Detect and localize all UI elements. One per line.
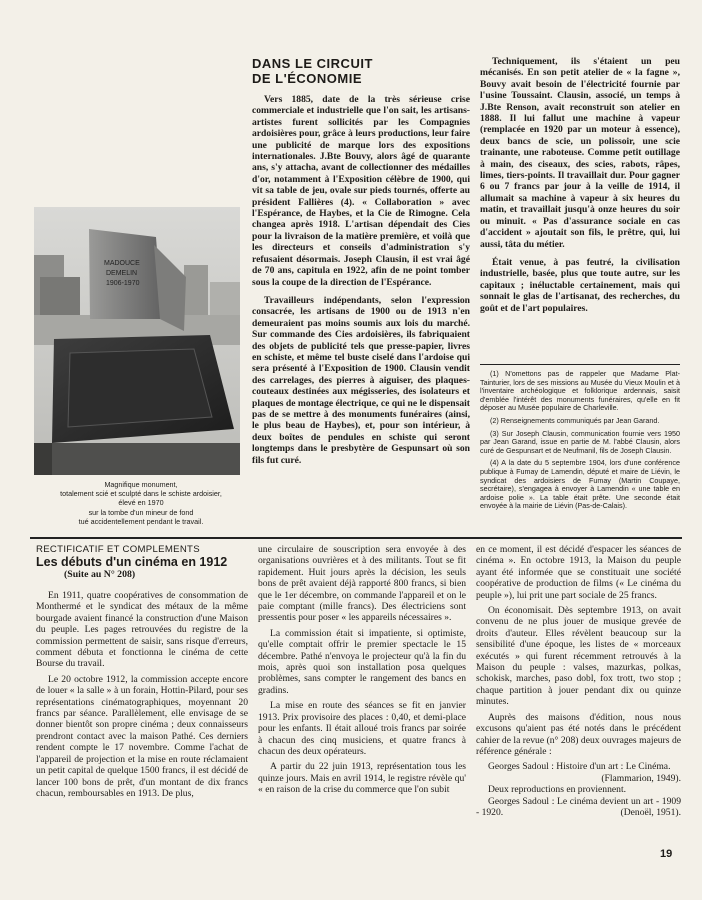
paragraph: Techniquement, ils s'étaient un peu mécanisés. En son petit atelier de « la fagne », Bouvy avait besoin de l'électricité fournie par l'usine Toussaint. Clausin, associé, un temps à J.Bte Renson, avait reconstruit son atelier en 1888. Il lui fallut une machine à vapeur (remplacée en 1920 par un moteur à essence), deux bancs de scie, un polissoir, une scie trainante, une raboteuse. Comme petit outillage à main, des ciseaux, des scies, rabots, râpes, limes, tiers-points. Il travaillait dur. Pour gagner 6 ou 7 francs par jour à la veille de 1914, il allumait sa machine à vapeur à six heures du matin, et travaillait jusqu'à onze heures du soir ou minuit. « Pas d'assurance sociale en cas d'accident » ajoutait son fils, le prêtre, qui, lui aussi, tâta du métier.: [480, 56, 680, 250]
reference-1: [476, 761, 681, 784]
footnote: (1) N'omettons pas de rappeler que Madame Plat-Tainturier, lors de ses missions au Musée du Vieux Moulin et à l'inventaire archéologique et folklorique ardennais, saisit d'emblée l'intérêt des monuments funéraires, qu'elle en fit déposer au Musée populaire de Charleville.: [480, 369, 680, 413]
reference-2: [476, 796, 681, 819]
heading-line: DANS LE CIRCUIT: [252, 56, 373, 71]
section-title: Les débuts d'un cinéma en 1912: [36, 555, 228, 569]
caption-line: totalement scié et sculpté dans le schiste ardoisier,: [60, 489, 222, 499]
footnote: (3) Sur Joseph Clausin, communication fournie vers 1950 par Jean Garand, issue en partie de M. l'abbé Clausin, alors curé de Gespunsart et de Neufmanil, fils de Joseph Clausin.: [480, 428, 680, 455]
section-heading: [252, 56, 470, 86]
heading-line: DE L'ÉCONOMIE: [252, 71, 362, 86]
tombstone-photo: [34, 207, 240, 475]
section-kicker: RECTIFICATIF ET COMPLEMENTS: [36, 544, 200, 555]
photo-caption: [30, 480, 252, 526]
paragraph: Travailleurs indépendants, selon l'expression consacrée, les artisans de 1900 ou de 1913 n'en demeuraient pas moins soumis aux lois du marché. Sur commande des Cies ardoisières, ils fabriquaient des objets de publicité tels que presse-papier, livres en schiste, et même tel buste ciselé dans l'ardoise qui sera présenté à l'Exposition de 1900. Clausin vendit des carrelages, des pierres à aiguiser, des plaques-couteaux destinées aux mégisseries, des isolateurs et plaques de montage électrique, ce qui ne le dispensait pas de se mettre à des monuments funéraires (ainsi, le plus beau de Haybes), et, pour son intérieur, à deux boîtes de pendules en schiste qui seront longtemps dans le presbytère de Gespunsart où son fils fut curé.: [252, 294, 470, 466]
paragraph: Vers 1885, date de la très sérieuse crise commerciale et industrielle que l'on sait, les artisans-artistes furent sollicités par les Compagnies ardoisières pour, grâce à leurs productions, leur faire une publicité de marque lors des expositions internationales. J.Bte Bouvy, alors âgé de quarante ans, s'y attacha, avant de collectionner des médailles d'or, notamment à l'Exposition célèbre de 1900, qui vit sa table de jeu, ovale sur pieds tournés, offerte au président Fallières (4). « Collaboration » avec l'Espérance, de Haybes, et la Cie de Rimogne. Cela changea après 1918. L'artisan dépendait des Cies pour la livraison de la matière première, et voilà que les directeurs et conseils d'administration s'y refusaient désormais. Joseph Clausin, il est vrai âgé de 70 ans, capitula en 1922, afin de ne point tomber sous la coupe de la direction de l'Espérance.: [252, 94, 470, 288]
tombstone-illustration: [34, 207, 240, 475]
article-column-b: [480, 56, 680, 321]
caption-line: tué accidentellement pendant le travail.: [78, 516, 204, 526]
paragraph: La mise en route des séances se fit en janvier 1913. Prix provisoire des places : 0,40, et demi-place pour les enfants. Il était alloué trois francs par soirée à chacun des cinq musiciens, et quatre francs à chacun des deux opérateurs.: [258, 700, 466, 757]
cinema-column-1: [36, 590, 248, 803]
reference-publisher: (Denoël, 1951).: [620, 806, 681, 818]
cinema-column-2: [258, 544, 466, 800]
stone-inscription-2: DEMELIN: [106, 270, 138, 277]
footnote: (2) Renseignements communiqués par Jean Garand.: [490, 415, 660, 425]
paragraph: une circulaire de souscription sera envoyée à des organisations ouvrières et à des militants. Tout se fit rapidement. Huit jours après la décision, les seuls bons de prêt avaient déjà rapporté 800 francs, si bien que le 1er décembre, on commande l'appareil et on le paie comptant (mille francs). Des électriciens sont pressentis pour poser « les appareils nécessaires ».: [258, 544, 466, 624]
section-divider: [30, 537, 682, 539]
page-number: 19: [660, 848, 673, 860]
footnote: (4) A la date du 5 septembre 1904, lors d'une conférence publique à Fumay de Lamendin, député et maire de Liévin, le syndicat des ardoisiers de Fumay (Martin Coupaye, secrétaire), s'engagea à envoyer à Lamendin « une table en ardoise polie ». La table était prête. Une seconde était envoyée à la mairie de Liévin (Pas-de-Calais).: [480, 458, 680, 511]
reference-note: Deux reproductions en proviennent.: [488, 784, 627, 796]
paragraph: La commission était si impatiente, si optimiste, qu'elle comptait offrir le premier spectacle le 15 décembre. Pathé n'envoya le projecteur qu'à la fin du mois, après quoi son installation posa quelques problèmes, sans compter le rangement des bancs en gradins.: [258, 627, 466, 696]
caption-line: Magnifique monument,: [104, 480, 178, 489]
paragraph: Était venue, à pas feutré, la civilisation industrielle, basée, plus que toute autre, sur les capitaux ; inéluctable certainement, mais qui sonnait le glas de l'artisanat, des recherches, du goût et de l'art populaires.: [480, 256, 680, 314]
reference-publisher: (Flammarion, 1949).: [601, 772, 681, 784]
cinema-column-3: [476, 544, 681, 818]
paragraph: En 1911, quatre coopératives de consommation de Monthermé et le syndicat des métaux de la même bourgade avaient financé la construction d'une Maison du peuple. Les pages retrouvées du registre de la commission permettent de saisir, sans risque d'erreurs, comment débuta et fonctionna le cinéma de cette Bourse du travail.: [36, 590, 248, 670]
paragraph: Auprès des maisons d'édition, nous nous excusons qu'aient pas été notés dans le précédent cahier de la revue (n° 208) deux ouvrages majeurs de référence générale :: [476, 711, 681, 757]
paragraph: On économisait. Dès septembre 1913, on avait convenu de ne plus jouer de musique grevée de droits d'auteur. Elles révèlent beaucoup sur la sensibilité d'une époque, les listes de « morceaux exécutés » qui furent récemment retrouvés à la Maison du peuple : valses, mazurkas, polkas, schokisk, marches, paso dobl, fox trott, two stop ; chaque partition à jouer pendant dix ou quinze minutes.: [476, 605, 681, 708]
caption-line: sur la tombe d'un mineur de fond: [88, 507, 194, 517]
section2-header: [36, 544, 251, 580]
paragraph: A partir du 22 juin 1913, représentation tous les quinze jours. Mais en avril 1914, le registre révèle qu' « en raison de la crise du commerce que l'on subit: [258, 761, 466, 796]
paragraph: en ce moment, il est décidé d'espacer les séances de cinéma ». En octobre 1913, la Maison du peuple ayant été informée que se constituait une société coopérative de production de films (« Le cinéma du peuple »), lui prit une part sociale de 25 francs.: [476, 544, 681, 601]
section-suite: (Suite au N° 208): [64, 569, 136, 580]
stone-inscription-3: 1906-1970: [106, 280, 140, 287]
caption-line: élevé en 1970: [118, 498, 164, 508]
notes-divider: [480, 364, 680, 365]
reference-text: Georges Sadoul : Histoire d'un art : Le Cinéma.: [488, 761, 671, 773]
paragraph: Le 20 octobre 1912, la commission accepte encore de louer « la salle » à un forain, Hottin-Pilard, pour ses représentations cinématographiques, moyennant 20 francs par séance. Parallèlement, elle envisage de se donner bientôt son propre cinéma ; deux connaisseurs prendront contact avec la maison Pathé. Ces derniers rendent compte le 17 novembre. Comme l'achat de l'appareil de projection et la mise en route réclamaient un petit capital de quelque 1500 francs, il est décidé de lancer 100 bons de prêt, d'un montant de dix francs chacun, remboursables en 1913. De plus,: [36, 673, 248, 799]
stone-inscription-1: MADOUCE: [104, 260, 140, 267]
reference-text: Georges Sadoul : Le cinéma devient un art - 1909 - 1920.: [476, 795, 681, 818]
footnotes: [480, 370, 680, 515]
article-column-a: [252, 56, 470, 473]
